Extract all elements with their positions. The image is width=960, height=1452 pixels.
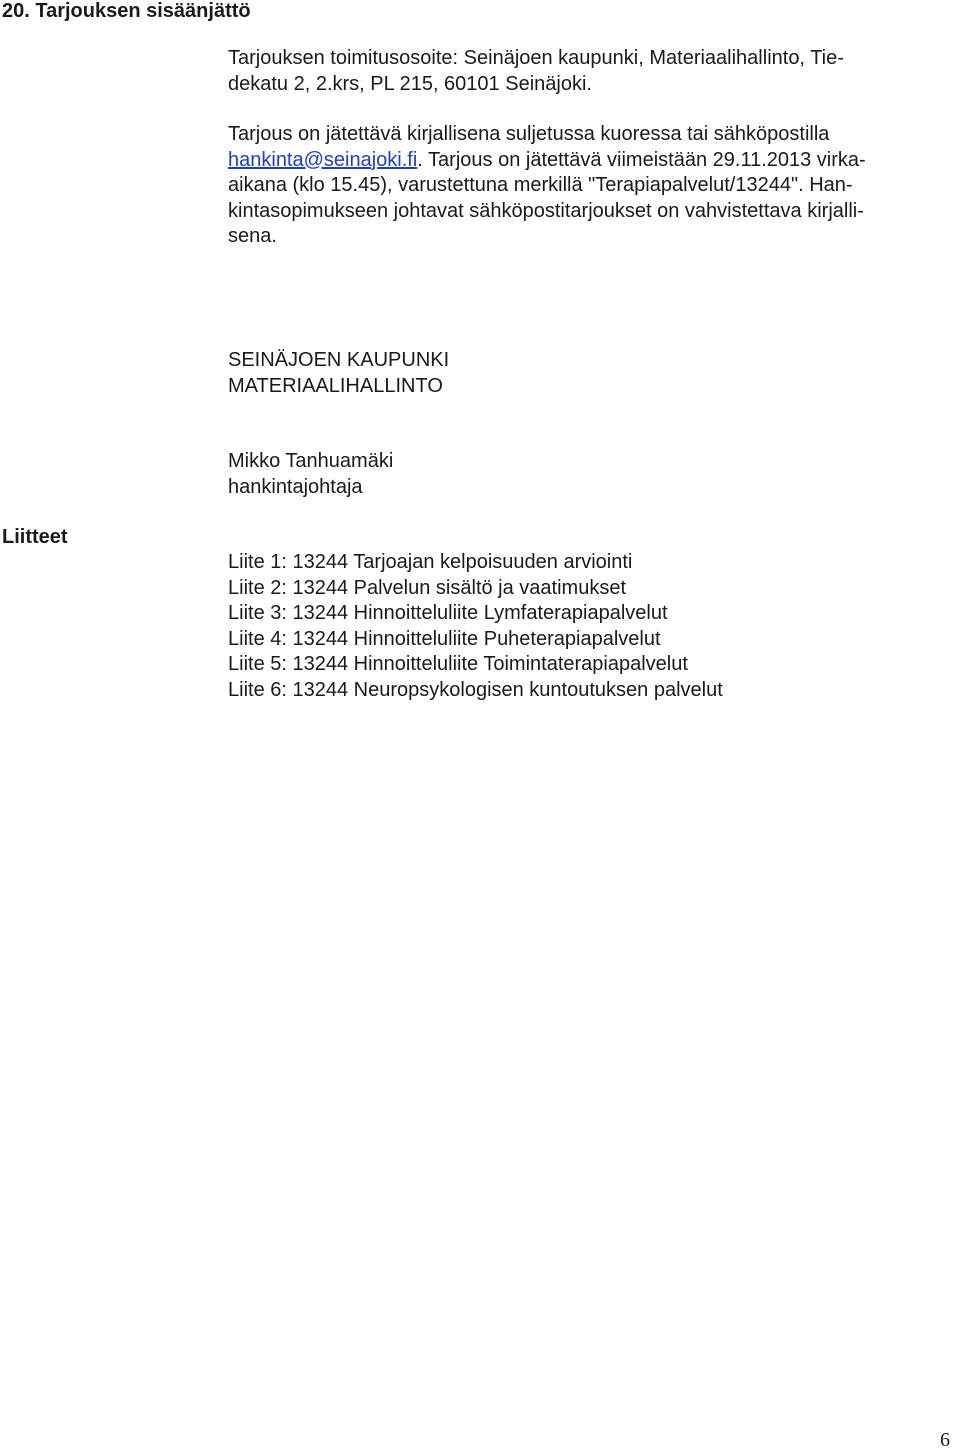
submission-line: Tarjous on jätettävä kirjallisena suljetussa kuoressa tai sähköpostilla <box>228 123 830 145</box>
address-line: dekatu 2, 2.krs, PL 215, 60101 Seinäjoki. <box>228 72 592 95</box>
submission-instructions-paragraph <box>228 122 928 250</box>
delivery-address-paragraph <box>228 46 928 97</box>
attachment-item: Liite 3: 13244 Hinnoitteluliite Lymfaterapiapalvelut <box>228 602 668 624</box>
submission-line: sena. <box>228 225 277 247</box>
organization-block <box>228 348 928 399</box>
attachment-item: Liite 2: 13244 Palvelun sisältö ja vaatimukset <box>228 576 627 599</box>
organization-unit: MATERIAALIHALLINTO <box>228 374 443 397</box>
attachment-item: Liite 5: 13244 Hinnoitteluliite Toimintaterapiapalvelut <box>228 653 688 675</box>
attachment-item: Liite 4: 13244 Hinnoitteluliite Puheterapiapalvelut <box>228 627 661 650</box>
address-line: Tarjouksen toimitusosoite: Seinäjoen kaupunki, Materiaalihallinto, Tie- <box>228 47 844 69</box>
submission-line: aikana (klo 15.45), varustettuna merkillä "Terapiapalvelut/13244". Han- <box>228 174 853 196</box>
section-heading: 20. Tarjouksen sisäänjättö <box>2 0 251 22</box>
submission-line <box>228 148 928 174</box>
attachments-list <box>228 550 928 703</box>
submission-line: kintasopimukseen johtavat sähköpostitarjoukset on vahvistettava kirjalli- <box>228 199 864 222</box>
attachments-heading: Liitteet <box>2 526 68 548</box>
email-link[interactable]: hankinta@seinajoki.fi <box>228 148 418 171</box>
attachment-item: Liite 6: 13244 Neuropsykologisen kuntoutuksen palvelut <box>228 678 723 701</box>
page-number: 6 <box>940 1429 950 1451</box>
signer-title: hankintajohtaja <box>228 475 363 498</box>
signer-block <box>228 449 928 500</box>
attachment-item: Liite 1: 13244 Tarjoajan kelpoisuuden arviointi <box>228 551 633 573</box>
signer-name: Mikko Tanhuamäki <box>228 450 394 472</box>
submission-deadline-text: . Tarjous on jätettävä viimeistään 29.11.2013 virka- <box>417 148 866 171</box>
organization-name: SEINÄJOEN KAUPUNKI <box>228 349 450 371</box>
